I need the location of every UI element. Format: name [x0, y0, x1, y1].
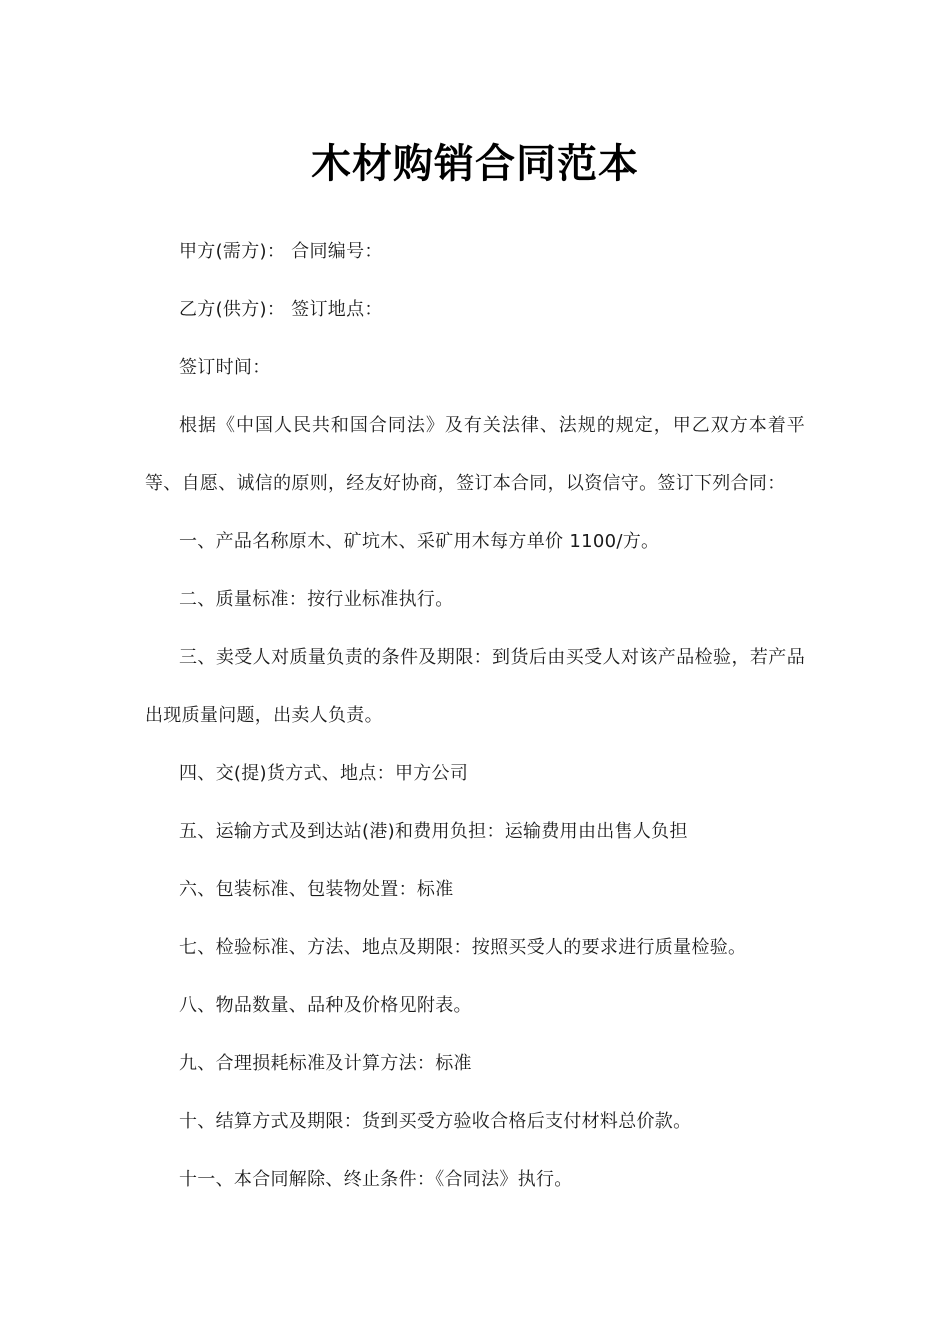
header-field-party-a: 甲方(需方)： 合同编号： [179, 241, 383, 262]
clause-4: 四、交(提)货方式、地点：甲方公司 [179, 763, 469, 784]
clause-5: 五、运输方式及到达站(港)和费用负担：运输费用由出售人负担 [179, 821, 688, 842]
clause-8: 八、物品数量、品种及价格见附表。 [179, 995, 472, 1016]
clause-9: 九、合理损耗标准及计算方法：标准 [179, 1053, 472, 1074]
document-body [145, 223, 805, 1209]
clause-10: 十、结算方式及期限：货到买受方验收合格后支付材料总价款。 [179, 1111, 692, 1132]
clause-6: 六、包装标准、包装物处置：标准 [179, 879, 454, 900]
clause-3: 三、卖受人对质量负责的条件及期限：到货后由买受人对该产品检验，若产品出现质量问题，出卖人负责。 [145, 647, 805, 726]
clause-11: 十一、本合同解除、终止条件：《合同法》执行。 [179, 1169, 573, 1190]
clause-1: 一、产品名称原木、矿坑木、采矿用木每方单价 1100/方。 [179, 531, 660, 552]
document-title: 木材购销合同范本 [311, 141, 639, 187]
clause-2: 二、质量标准：按行业标准执行。 [179, 589, 454, 610]
header-field-party-b: 乙方(供方)： 签订地点： [179, 299, 383, 320]
header-field-sign-time: 签订时间： [179, 357, 271, 378]
preamble-paragraph: 根据《中国人民共和国合同法》及有关法律、法规的规定，甲乙双方本着平等、自愿、诚信的原则，经友好协商，签订本合同，以资信守。签订下列合同： [145, 415, 805, 494]
clause-7: 七、检验标准、方法、地点及期限：按照买受人的要求进行质量检验。 [179, 937, 747, 958]
